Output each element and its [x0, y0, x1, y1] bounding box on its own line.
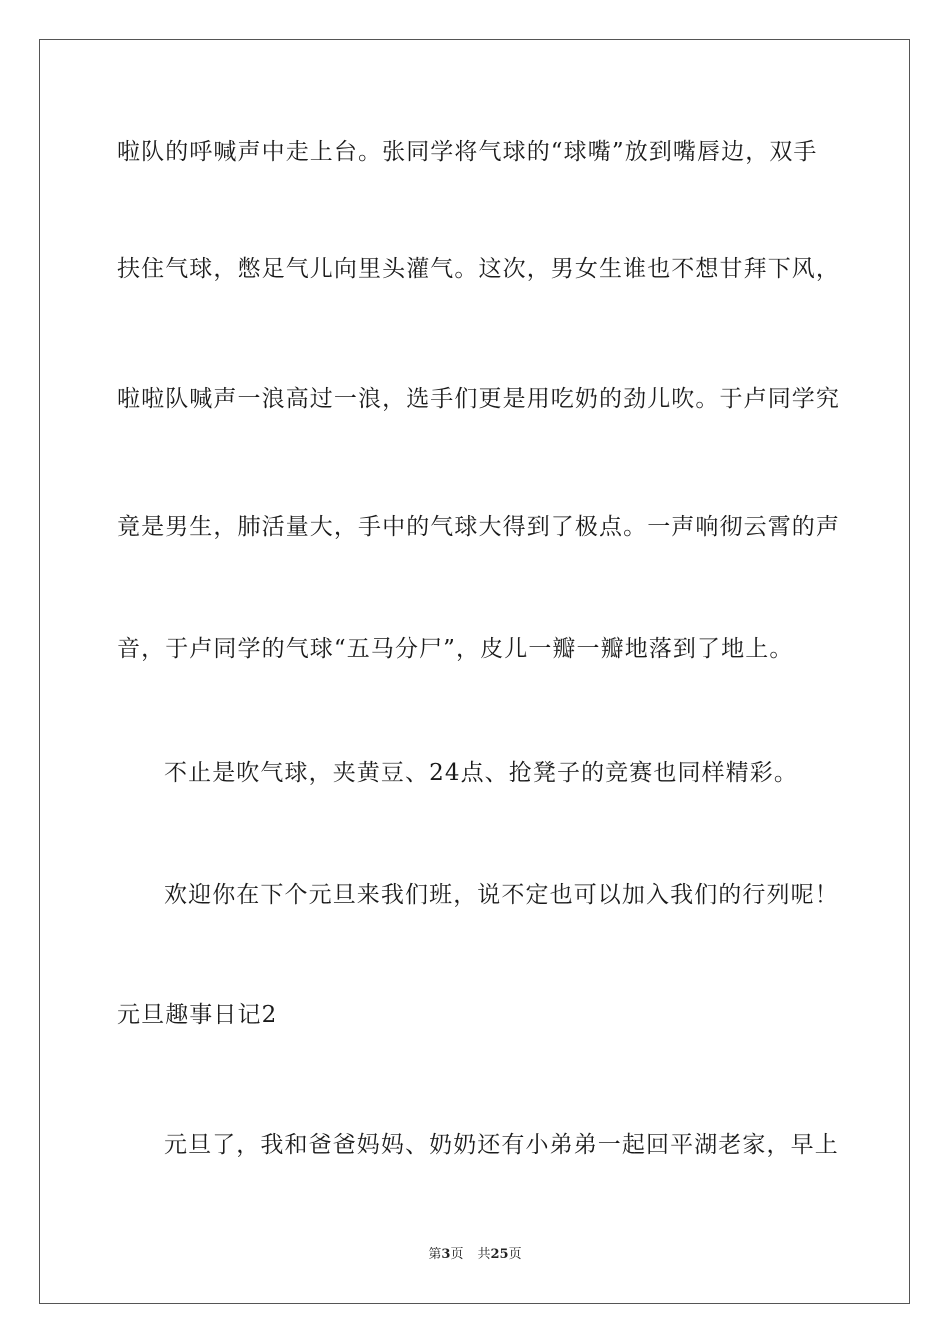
body-line-5: 音，于卢同学的气球“五马分尸”，皮儿一瓣一瓣地落到了地上。: [117, 636, 794, 662]
page-border: [39, 39, 910, 1304]
body-line-3: 啦啦队喊声一浪高过一浪，选手们更是用吃奶的劲儿吹。于卢同学究: [117, 386, 840, 412]
page-footer: [0, 1246, 950, 1264]
footer-prefix: 第: [428, 1247, 442, 1262]
body-line-1: 啦队的呼喊声中走上台。张同学将气球的“球嘴”放到嘴唇边，双手: [117, 139, 818, 165]
footer-page-suffix: 页: [450, 1247, 464, 1262]
footer-total-prefix: 共: [477, 1247, 491, 1262]
body-line-2: 扶住气球，憋足气儿向里头灌气。这次，男女生谁也不想甘拜下风，: [117, 256, 840, 282]
footer-total-pages: 25: [490, 1247, 509, 1262]
body-line-4: 竟是男生，肺活量大，手中的气球大得到了极点。一声响彻云霄的声: [117, 514, 840, 540]
footer-total-suffix: 页: [508, 1247, 522, 1262]
footer-page-number: 3: [441, 1247, 451, 1262]
body-line-7: 欢迎你在下个元旦来我们班，说不定也可以加入我们的行列呢！: [164, 882, 839, 908]
section-heading: 元旦趣事日记2: [117, 1002, 278, 1028]
body-line-6: 不止是吹气球，夹黄豆、24点、抢凳子的竞赛也同样精彩。: [164, 760, 798, 786]
body-line-9: 元旦了，我和爸爸妈妈、奶奶还有小弟弟一起回平湖老家，早上: [164, 1132, 839, 1158]
